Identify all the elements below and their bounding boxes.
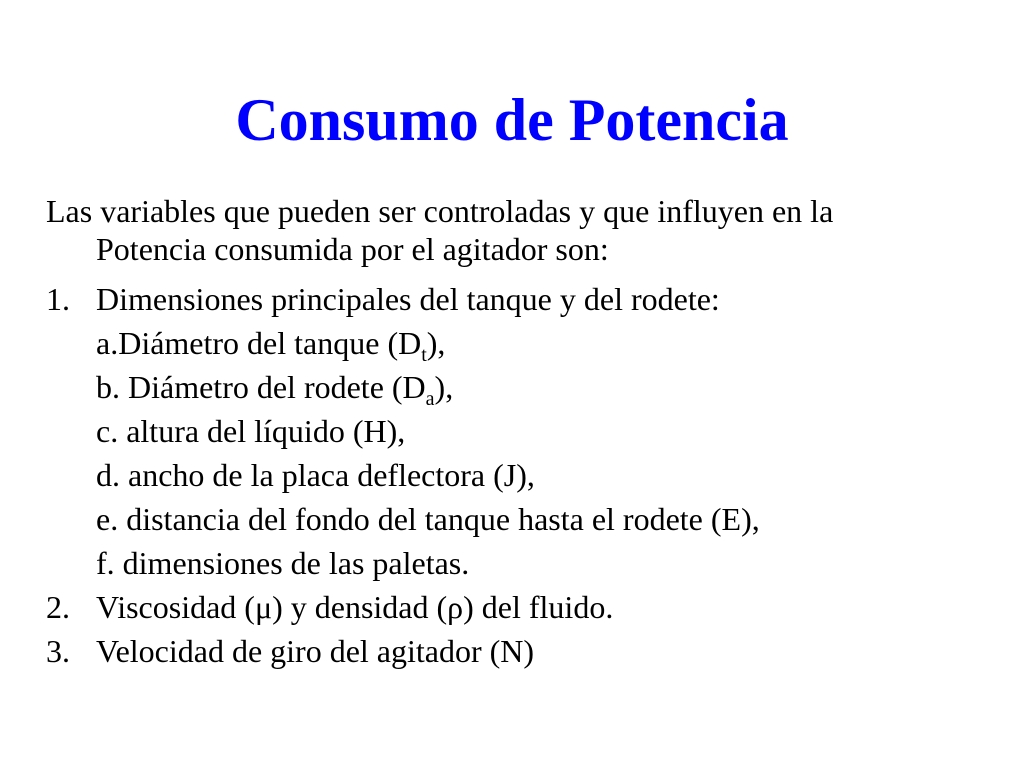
item-2-text-middle: ) y densidad ( [272, 589, 448, 625]
subitem-b [96, 367, 454, 410]
subitem-a-text: a.Diámetro del tanque (D [96, 325, 422, 361]
item-3-text: Velocidad de giro del agitador (N) [96, 633, 535, 669]
slide-title: Consumo de Potencia [235, 87, 789, 153]
subitem-a-suffix: ), [426, 325, 446, 361]
intro-line-1: Las variables que pueden ser controladas y que influyen en la [46, 193, 834, 229]
item-1-number: 1. [46, 281, 70, 317]
subitem-e: e. distancia del fondo del tanque hasta el rodete (E), [96, 501, 760, 537]
item-2-text-before: Viscosidad ( [96, 589, 255, 625]
subitem-f: f. dimensiones de las paletas. [96, 545, 470, 581]
subitem-c: c. altura del líquido (H), [96, 413, 406, 449]
subitem-b-subscript: a [425, 388, 435, 410]
subitem-a-subscript: t [421, 344, 427, 366]
item-3-number: 3. [46, 633, 70, 669]
item-2-text [96, 587, 613, 627]
subitem-d: d. ancho de la placa deflectora (J), [96, 457, 535, 493]
rho-symbol: ρ [447, 589, 464, 625]
item-2-text-after: ) del fluido. [463, 589, 614, 625]
intro-line-2: Potencia consumida por el agitador son: [96, 231, 609, 267]
mu-symbol: μ [254, 589, 273, 625]
item-2-number: 2. [46, 589, 70, 625]
subitem-b-text: b. Diámetro del rodete (D [96, 369, 426, 405]
subitem-a [96, 323, 446, 366]
item-1-text: Dimensiones principales del tanque y del rodete: [96, 281, 720, 317]
subitem-b-suffix: ), [434, 369, 454, 405]
